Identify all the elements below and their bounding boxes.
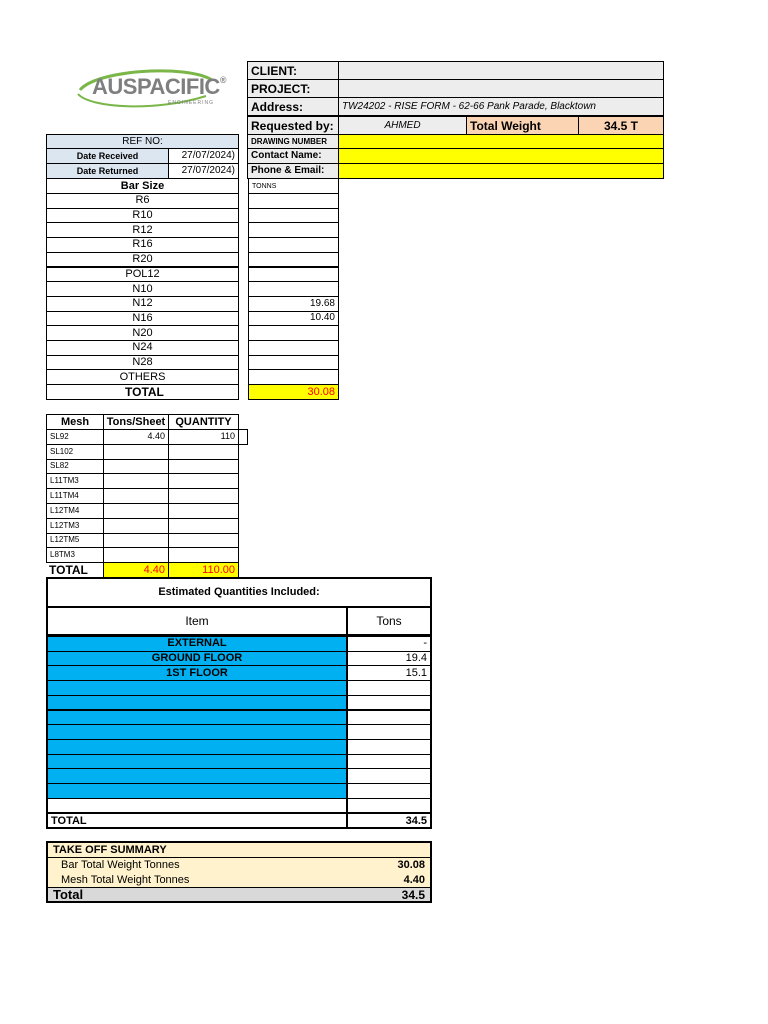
client-label: CLIENT: [247,61,339,80]
mesh-qty-cell[interactable] [168,533,239,549]
estimate-tons-cell[interactable] [348,739,430,755]
estimate-item-cell [48,783,346,799]
summary-mesh-value: 4.40 [403,873,425,886]
contact-name-label: Contact Name: [247,148,339,164]
summary-title: TAKE OFF SUMMARY [53,844,167,856]
mesh-name-cell: L12TM3 [46,518,104,534]
estimate-tons-cell[interactable]: - [348,636,430,652]
bar-tons-cell[interactable] [248,222,339,238]
mesh-header-name: Mesh [46,414,104,430]
phone-email-label: Phone & Email: [247,163,339,179]
bar-tons-cell[interactable]: 19.68 [248,296,339,312]
bar-size-cell: OTHERS [46,369,239,385]
estimate-tons-cell[interactable] [348,680,430,696]
bar-tons-cell[interactable] [248,340,339,356]
estimate-total-label: TOTAL [51,814,87,827]
bar-tons-cell[interactable] [248,237,339,253]
requested-by-field[interactable]: AHMED [338,116,467,135]
address-label: Address: [247,97,339,116]
bar-tons-cell[interactable] [248,325,339,341]
mesh-name-cell: L11TM3 [46,473,104,489]
estimate-tons-cell[interactable] [348,695,430,711]
estimate-tons-cell[interactable]: 15.1 [348,665,430,681]
estimate-item-cell [48,710,346,726]
mesh-name-cell: L12TM4 [46,503,104,519]
summary-total-value: 34.5 [401,887,425,902]
bar-tons-cell[interactable] [248,369,339,385]
mesh-qty-cell[interactable] [168,518,239,534]
requested-by-label: Requested by: [247,116,339,135]
bar-total-label: TOTAL [46,384,239,400]
estimate-tons-cell[interactable] [348,710,430,726]
date-returned-value[interactable]: 27/07/2024) [168,163,239,179]
bar-size-cell: N16 [46,311,239,327]
date-returned-label: Date Returned [46,163,169,179]
summary-total-label: Total [53,887,84,902]
bar-size-cell: R6 [46,193,239,209]
total-weight-label: Total Weight [466,116,579,135]
logo-brand: AUSPACIFIC [92,74,220,99]
date-received-value[interactable]: 27/07/2024) [168,148,239,164]
mesh-name-cell: SL82 [46,459,104,475]
mesh-tons-cell[interactable] [103,503,169,519]
estimate-tons-header: Tons [376,614,402,628]
mesh-total-label: TOTAL [46,562,104,578]
estimate-total-value: 34.5 [405,814,427,827]
bar-tons-cell[interactable] [248,208,339,224]
date-received-label: Date Received [46,148,169,164]
mesh-qty-cell[interactable] [168,503,239,519]
estimate-item-cell [48,680,346,696]
summary-bar-value: 30.08 [397,858,425,871]
mesh-qty-cell[interactable] [168,444,239,460]
mesh-tons-cell[interactable] [103,459,169,475]
logo-tagline: ENGINEERING [168,100,215,106]
bar-total-value: 30.08 [248,384,339,400]
estimate-item-cell [48,695,346,711]
mesh-qty-cell[interactable] [168,488,239,504]
mesh-header-qty: QUANTITY [168,414,239,430]
mesh-header-tons: Tons/Sheet [103,414,169,430]
estimate-item-cell [48,754,346,770]
bar-size-cell: POL12 [46,267,239,283]
client-field[interactable] [338,61,664,80]
drawing-number-label: DRAWING NUMBER [247,134,339,149]
logo-trademark: ® [219,75,226,85]
estimate-item-cell: 1ST FLOOR [48,665,346,681]
bar-size-cell: N10 [46,281,239,297]
contact-name-field[interactable] [338,148,664,164]
estimate-item-cell [48,739,346,755]
mesh-total-qty: 110.00 [168,562,239,578]
bar-size-header: Bar Size [46,178,239,194]
bar-tons-cell[interactable] [248,252,339,268]
bar-size-cell: N12 [46,296,239,312]
company-logo [76,66,226,112]
mesh-name-cell: L12TM5 [46,533,104,549]
bar-size-cell: N24 [46,340,239,356]
estimate-tons-cell[interactable] [348,754,430,770]
summary-bar-label: Bar Total Weight Tonnes [61,858,180,871]
estimate-tons-cell[interactable] [348,783,430,799]
bar-size-cell: R16 [46,237,239,253]
estimate-tons-cell[interactable] [348,768,430,784]
bar-size-cell: R10 [46,208,239,224]
estimate-tons-cell[interactable]: 19.4 [348,651,430,667]
mesh-tons-cell[interactable] [103,488,169,504]
mesh-qty-cell[interactable] [168,547,239,563]
bar-tons-cell[interactable] [248,193,339,209]
estimate-item-cell [48,768,346,784]
mesh-name-cell: L8TM3 [46,547,104,563]
bar-size-cell: R12 [46,222,239,238]
mesh-qty-cell[interactable] [168,459,239,475]
bar-tons-cell[interactable] [248,267,339,283]
mesh-tons-cell[interactable] [103,533,169,549]
bar-tons-cell[interactable] [248,281,339,297]
mesh-tons-cell[interactable] [103,518,169,534]
bar-tons-cell[interactable] [248,355,339,371]
ref-no-label: REF NO: [46,134,239,149]
estimate-item-cell: GROUND FLOOR [48,651,346,667]
mesh-qty-cell[interactable]: 110 [168,429,239,445]
mesh-tons-cell[interactable] [103,444,169,460]
bar-size-cell: N20 [46,325,239,341]
phone-email-field[interactable] [338,163,664,179]
estimate-item-cell [48,724,346,740]
project-field[interactable] [338,79,664,98]
mesh-name-cell: SL92 [46,429,104,445]
mesh-qty-cell[interactable] [168,473,239,489]
estimate-item-cell: EXTERNAL [48,636,346,652]
mesh-tons-cell[interactable]: 4.40 [103,429,169,445]
mesh-total-tons: 4.40 [103,562,169,578]
drawing-number-field[interactable] [338,134,664,149]
mesh-name-cell: L11TM4 [46,488,104,504]
estimate-tons-cell[interactable] [348,724,430,740]
bar-size-cell: R20 [46,252,239,268]
summary-mesh-label: Mesh Total Weight Tonnes [61,873,190,886]
total-weight-value: 34.5 T [578,116,664,135]
estimate-title: Estimated Quantities Included: [158,585,320,598]
bar-size-cell: N28 [46,355,239,371]
estimate-item-header: Item [185,614,209,628]
mesh-tons-cell[interactable] [103,473,169,489]
address-field[interactable]: TW24202 - RISE FORM - 62-66 Pank Parade, Blacktown [338,97,664,116]
mesh-name-cell: SL102 [46,444,104,460]
mesh-extra-cell [238,429,248,445]
mesh-tons-cell[interactable] [103,547,169,563]
bar-tons-cell[interactable]: 10.40 [248,311,339,327]
project-label: PROJECT: [247,79,339,98]
bar-unit-header: TONNS [248,178,339,194]
